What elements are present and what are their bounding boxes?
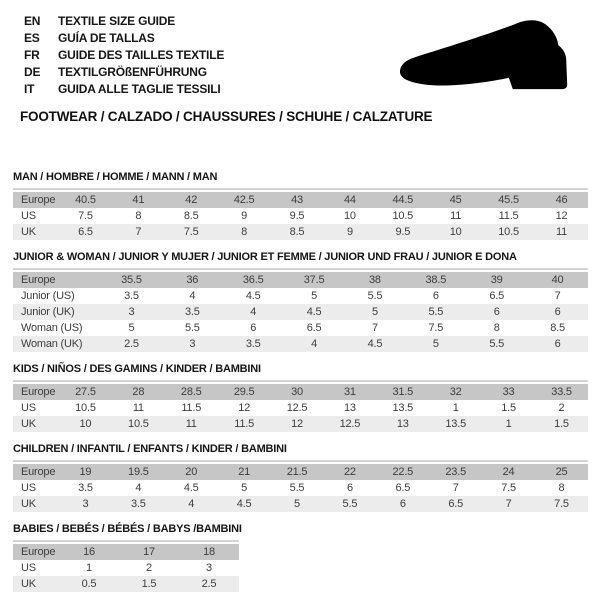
size-cell: 6.5 [284, 320, 345, 336]
dress-shoe-silhouette [400, 20, 567, 89]
size-cell: 36.5 [223, 272, 284, 288]
table-row [13, 480, 588, 496]
size-cell: 12.5 [271, 400, 324, 416]
row-label: UK [13, 576, 59, 592]
row-label: US [13, 208, 59, 224]
language-list [24, 13, 224, 98]
table-row [13, 400, 588, 416]
row-label: Europe [13, 192, 59, 208]
table-top-rule [13, 268, 588, 270]
row-label: US [13, 400, 59, 416]
size-cell: 8.5 [527, 320, 588, 336]
size-table [13, 384, 588, 432]
size-cell: 6 [323, 480, 376, 496]
table-row [13, 304, 588, 320]
size-cell: 12 [535, 208, 588, 224]
size-cell: 5.5 [271, 480, 324, 496]
size-cell: 21.5 [271, 464, 324, 480]
size-cell: 20 [165, 464, 218, 480]
size-cell: 11.5 [218, 416, 271, 432]
row-label: Woman (US) [13, 320, 101, 336]
size-cell: 19.5 [112, 464, 165, 480]
size-cell: 13.5 [376, 400, 429, 416]
size-cell: 0.5 [59, 576, 119, 592]
size-cell: 5.5 [466, 336, 527, 352]
size-cell: 18 [179, 544, 239, 560]
size-cell: 7.5 [405, 320, 466, 336]
table-title: JUNIOR & WOMAN / JUNIOR Y MUJER / JUNIOR ET FEMME / JUNIOR UND FRAU / JUNIOR E DONA [13, 251, 517, 263]
language-row [24, 64, 224, 81]
table-title: CHILDREN / INFANTIL / ENFANTS / KINDER / BAMBINI [13, 443, 287, 455]
table-row [13, 208, 588, 224]
size-cell: 4 [162, 288, 223, 304]
size-cell: 37.5 [284, 272, 345, 288]
size-table-section [13, 442, 588, 512]
size-cell: 6.5 [376, 480, 429, 496]
size-cell: 38.5 [405, 272, 466, 288]
table-row [13, 496, 588, 512]
size-cell: 3 [179, 560, 239, 576]
size-cell: 4 [284, 336, 345, 352]
size-cell: 5 [284, 288, 345, 304]
size-cell: 31.5 [376, 384, 429, 400]
table-title: MAN / HOMBRE / HOMME / MANN / MAN [13, 171, 218, 183]
language-title: GUÍA DE TALLAS [58, 31, 155, 45]
size-cell: 3.5 [59, 480, 112, 496]
size-cell: 25 [535, 464, 588, 480]
language-code: IT [24, 82, 35, 96]
size-cell: 30 [271, 384, 324, 400]
size-cell: 44 [323, 192, 376, 208]
row-label: Europe [13, 272, 101, 288]
size-cell: 3.5 [162, 304, 223, 320]
size-cell: 9 [323, 224, 376, 240]
size-cell: 10.5 [376, 208, 429, 224]
size-table-section [13, 522, 588, 592]
size-cell: 6 [466, 304, 527, 320]
size-cell: 1 [429, 400, 482, 416]
size-cell: 45 [429, 192, 482, 208]
size-cell: 7 [527, 288, 588, 304]
size-cell: 5 [345, 304, 406, 320]
size-cell: 46 [535, 192, 588, 208]
size-cell: 6.5 [429, 496, 482, 512]
dress-shoe-icon [398, 12, 586, 94]
size-cell: 40.5 [59, 192, 112, 208]
size-cell: 7.5 [482, 480, 535, 496]
size-cell: 6 [527, 304, 588, 320]
size-table [13, 544, 239, 592]
language-row [24, 47, 224, 64]
size-cell: 5 [218, 480, 271, 496]
size-cell: 5 [271, 496, 324, 512]
table-row [13, 224, 588, 240]
size-cell: 9 [218, 208, 271, 224]
size-cell: 28.5 [165, 384, 218, 400]
row-label: Europe [13, 384, 59, 400]
size-cell: 1.5 [482, 400, 535, 416]
size-cell: 5.5 [323, 496, 376, 512]
size-cell: 4 [112, 480, 165, 496]
size-cell: 6 [405, 288, 466, 304]
size-cell: 32 [429, 384, 482, 400]
size-cell: 4 [165, 496, 218, 512]
size-cell: 2.5 [179, 576, 239, 592]
table-row [13, 192, 588, 208]
size-cell: 6 [527, 336, 588, 352]
size-cell: 6.5 [466, 288, 527, 304]
size-cell: 16 [59, 544, 119, 560]
language-code: FR [24, 48, 40, 62]
size-table-section [13, 362, 588, 432]
size-cell: 22.5 [376, 464, 429, 480]
row-label: Junior (UK) [13, 304, 101, 320]
table-row [13, 288, 588, 304]
size-cell: 5 [101, 320, 162, 336]
table-title: BABIES / BEBÉS / BÉBÉS / BABYS /BAMBINI [13, 523, 242, 535]
size-cell: 10 [429, 224, 482, 240]
size-cell: 35.5 [101, 272, 162, 288]
size-cell: 10 [323, 208, 376, 224]
size-cell: 3 [162, 336, 223, 352]
size-cell: 13 [376, 416, 429, 432]
size-cell: 42.5 [218, 192, 271, 208]
language-title: GUIDE DES TAILLES TEXTILE [58, 48, 225, 62]
size-table-section [13, 170, 588, 240]
table-row [13, 336, 588, 352]
size-cell: 42 [165, 192, 218, 208]
size-cell: 38 [345, 272, 406, 288]
row-label: UK [13, 496, 59, 512]
size-cell: 2 [535, 400, 588, 416]
size-cell: 33 [482, 384, 535, 400]
size-cell: 12 [218, 400, 271, 416]
size-cell: 11 [165, 416, 218, 432]
size-cell: 3.5 [101, 288, 162, 304]
size-cell: 40 [527, 272, 588, 288]
size-table-section [13, 250, 588, 352]
size-cell: 3.5 [223, 336, 284, 352]
size-cell: 12.5 [323, 416, 376, 432]
size-cell: 13 [323, 400, 376, 416]
size-table [13, 192, 588, 240]
table-top-rule [13, 460, 588, 462]
size-cell: 13.5 [429, 416, 482, 432]
size-cell: 8.5 [165, 208, 218, 224]
row-label: UK [13, 416, 59, 432]
language-row [24, 30, 224, 47]
row-label: UK [13, 224, 59, 240]
table-row [13, 384, 588, 400]
table-top-rule [13, 188, 588, 190]
size-cell: 33.5 [535, 384, 588, 400]
size-cell: 4.5 [223, 288, 284, 304]
size-cell: 3 [101, 304, 162, 320]
size-tables [13, 170, 588, 600]
language-title: GUIDA ALLE TAGLIE TESSILI [58, 82, 221, 96]
size-cell: 36 [162, 272, 223, 288]
size-cell: 7.5 [59, 208, 112, 224]
table-row [13, 544, 239, 560]
table-top-rule [13, 380, 588, 382]
language-code: EN [24, 14, 41, 28]
table-row [13, 416, 588, 432]
size-cell: 8 [112, 208, 165, 224]
size-cell: 45.5 [482, 192, 535, 208]
size-cell: 10.5 [59, 400, 112, 416]
size-cell: 1 [482, 416, 535, 432]
table-row [13, 576, 239, 592]
size-cell: 1.5 [535, 416, 588, 432]
size-cell: 11.5 [482, 208, 535, 224]
size-cell: 8.5 [271, 224, 324, 240]
size-cell: 2 [119, 560, 179, 576]
table-row [13, 272, 588, 288]
language-row [24, 81, 224, 98]
size-cell: 11 [535, 224, 588, 240]
size-cell: 11 [112, 400, 165, 416]
size-cell: 24 [482, 464, 535, 480]
size-cell: 11 [429, 208, 482, 224]
size-cell: 43 [271, 192, 324, 208]
size-cell: 44.5 [376, 192, 429, 208]
size-cell: 5.5 [345, 288, 406, 304]
size-cell: 23.5 [429, 464, 482, 480]
size-cell: 27.5 [59, 384, 112, 400]
row-label: US [13, 560, 59, 576]
size-cell: 9.5 [376, 224, 429, 240]
language-row [24, 13, 224, 30]
size-cell: 9.5 [271, 208, 324, 224]
category-heading: FOOTWEAR / CALZADO / CHAUSSURES / SCHUHE / CALZATURE [20, 109, 433, 124]
size-cell: 7 [112, 224, 165, 240]
size-table [13, 464, 588, 512]
size-cell: 7 [345, 320, 406, 336]
size-cell: 7.5 [535, 496, 588, 512]
size-table [13, 272, 588, 352]
size-cell: 28 [112, 384, 165, 400]
table-row [13, 560, 239, 576]
size-cell: 6 [223, 320, 284, 336]
table-top-rule [13, 540, 239, 542]
size-cell: 8 [466, 320, 527, 336]
size-cell: 5 [405, 336, 466, 352]
size-cell: 19 [59, 464, 112, 480]
size-cell: 17 [119, 544, 179, 560]
size-cell: 5.5 [405, 304, 466, 320]
size-cell: 4.5 [218, 496, 271, 512]
size-cell: 6.5 [59, 224, 112, 240]
row-label: Europe [13, 544, 59, 560]
size-cell: 7.5 [165, 224, 218, 240]
size-cell: 10.5 [482, 224, 535, 240]
size-cell: 2.5 [101, 336, 162, 352]
size-cell: 11.5 [165, 400, 218, 416]
size-cell: 4.5 [165, 480, 218, 496]
size-cell: 10 [59, 416, 112, 432]
size-cell: 8 [218, 224, 271, 240]
size-cell: 39 [466, 272, 527, 288]
size-cell: 8 [535, 480, 588, 496]
size-cell: 5.5 [162, 320, 223, 336]
size-cell: 6 [376, 496, 429, 512]
language-title: TEXTILGRÖßENFÜHRUNG [58, 65, 207, 79]
language-code: ES [24, 31, 40, 45]
size-cell: 10.5 [112, 416, 165, 432]
table-row [13, 320, 588, 336]
language-title: TEXTILE SIZE GUIDE [58, 14, 176, 28]
size-cell: 4.5 [284, 304, 345, 320]
size-cell: 3.5 [112, 496, 165, 512]
language-code: DE [24, 65, 41, 79]
row-label: Junior (US) [13, 288, 101, 304]
size-cell: 4.5 [345, 336, 406, 352]
size-cell: 22 [323, 464, 376, 480]
size-cell: 7 [482, 496, 535, 512]
size-cell: 21 [218, 464, 271, 480]
size-cell: 3 [59, 496, 112, 512]
size-cell: 1 [59, 560, 119, 576]
size-cell: 1.5 [119, 576, 179, 592]
row-label: Europe [13, 464, 59, 480]
size-cell: 12 [271, 416, 324, 432]
row-label: Woman (UK) [13, 336, 101, 352]
size-cell: 31 [323, 384, 376, 400]
table-row [13, 464, 588, 480]
table-title: KIDS / NIÑOS / DES GAMINS / KINDER / BAMBINI [13, 363, 261, 375]
size-cell: 29.5 [218, 384, 271, 400]
size-cell: 4 [223, 304, 284, 320]
size-cell: 7 [429, 480, 482, 496]
row-label: US [13, 480, 59, 496]
size-cell: 41 [112, 192, 165, 208]
